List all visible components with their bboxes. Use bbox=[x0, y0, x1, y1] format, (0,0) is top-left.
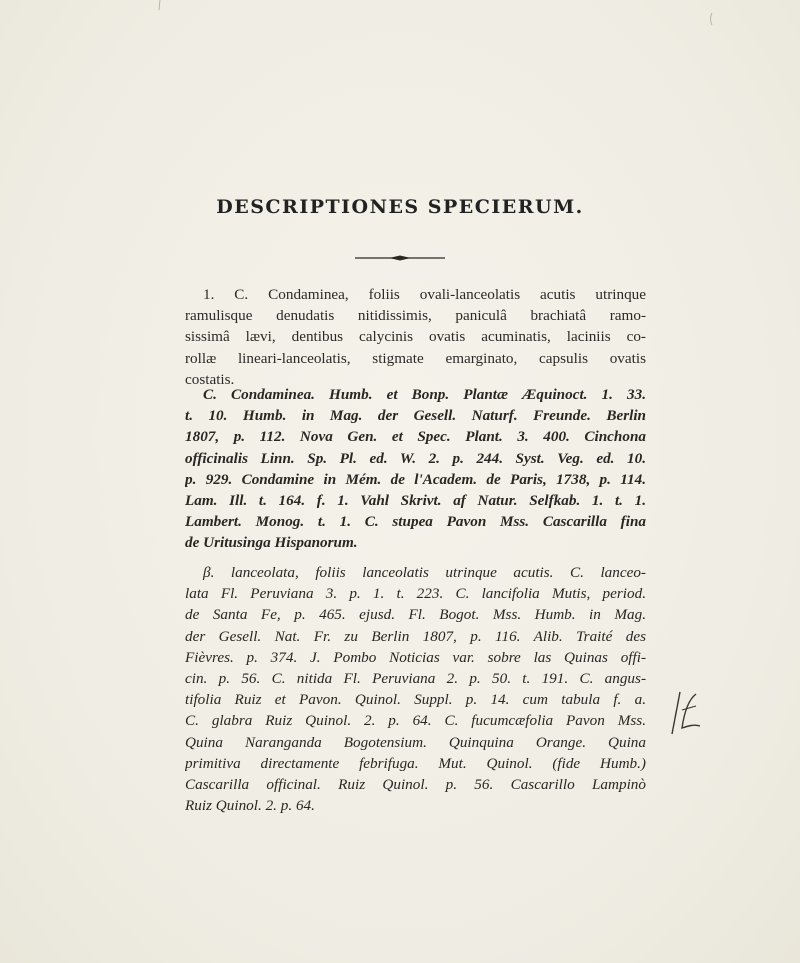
text-line: officinalis Linn. Sp. Pl. ed. W. 2. p. 244. Syst. Veg. ed. 10. bbox=[185, 449, 646, 467]
text-line: Lam. Ill. t. 164. f. 1. Vahl Skrivt. af Natur. Selfkab. 1. t. 1. bbox=[185, 491, 646, 509]
text-line: Quina Naranganda Bogotensium. Quinquina Orange. Quina bbox=[185, 733, 646, 751]
text-line: cin. p. 56. C. nitida Fl. Peruviana 2. p. 50. t. 191. C. angus- bbox=[185, 669, 646, 687]
text-line: t. 10. Humb. in Mag. der Gesell. Naturf. Freunde. Berlin bbox=[185, 407, 646, 425]
edge-mark bbox=[155, 0, 165, 14]
text-line: p. 929. Condamine in Mém. de l'Academ. de Paris, 1738, p. 114. bbox=[185, 470, 646, 488]
text-line: costatis. bbox=[185, 370, 235, 388]
text-line: lata Fl. Peruviana 3. p. 1. t. 223. C. lancifolia Mutis, period. bbox=[185, 585, 646, 603]
handwritten-margin-mark bbox=[666, 690, 706, 740]
text-line: C. glabra Ruiz Quinol. 2. p. 64. C. fucumcæfolia Pavon Mss. bbox=[185, 712, 646, 730]
text-line: rollæ lineari-lanceolatis, stigmate emarginato, capsulis ovatis bbox=[185, 349, 646, 367]
text-line: sissimâ lævi, dentibus calycinis ovatis acuminatis, laciniis co- bbox=[185, 328, 646, 346]
text-line: Ruiz Quinol. 2. p. 64. bbox=[185, 797, 315, 815]
text-line: primitiva directamente febrifuga. Mut. Quinol. (fide Humb.) bbox=[185, 754, 646, 772]
ornamental-rule bbox=[355, 255, 445, 261]
text-line: Lambert. Monog. t. 1. C. stupea Pavon Mss. Cascarilla fina bbox=[185, 513, 646, 531]
text-line: 1. C. Condaminea, foliis ovali-lanceolatis acutis utrinque bbox=[203, 286, 646, 303]
text-line: ramulisque denudatis nitidissimis, paniculâ brachiatâ ramo- bbox=[185, 307, 646, 325]
text-line: Fièvres. p. 374. J. Pombo Noticias var. sobre las Quinas offi- bbox=[185, 648, 646, 666]
text-line: de Santa Fe, p. 465. ejusd. Fl. Bogot. Mss. Humb. in Mag. bbox=[185, 606, 646, 624]
text-line: C. Condaminea. Humb. et Bonp. Plantæ Æquinoct. 1. 33. bbox=[203, 386, 646, 403]
page-heading: DESCRIPTIONES SPECIERUM. bbox=[216, 196, 584, 218]
text-line: 1807, p. 112. Nova Gen. et Spec. Plant. 3. 400. Cinchona bbox=[185, 428, 646, 446]
text-line: de Uritusinga Hispanorum. bbox=[185, 534, 358, 552]
text-line: β. lanceolata, foliis lanceolatis utrinque acutis. C. lanceo- bbox=[203, 564, 646, 581]
species-description bbox=[185, 284, 646, 390]
text-line: der Gesell. Nat. Fr. zu Berlin 1807, p. 116. Alib. Traité des bbox=[185, 627, 646, 645]
edge-mark bbox=[706, 12, 716, 26]
text-line: tifolia Ruiz et Pavon. Quinol. Suppl. p. 14. cum tabula f. a. bbox=[185, 691, 646, 709]
synonymy-paragraph bbox=[185, 384, 646, 554]
variety-paragraph bbox=[185, 562, 646, 816]
text-line: Cascarilla officinal. Ruiz Quinol. p. 56. Cascarillo Lampinò bbox=[185, 775, 646, 793]
